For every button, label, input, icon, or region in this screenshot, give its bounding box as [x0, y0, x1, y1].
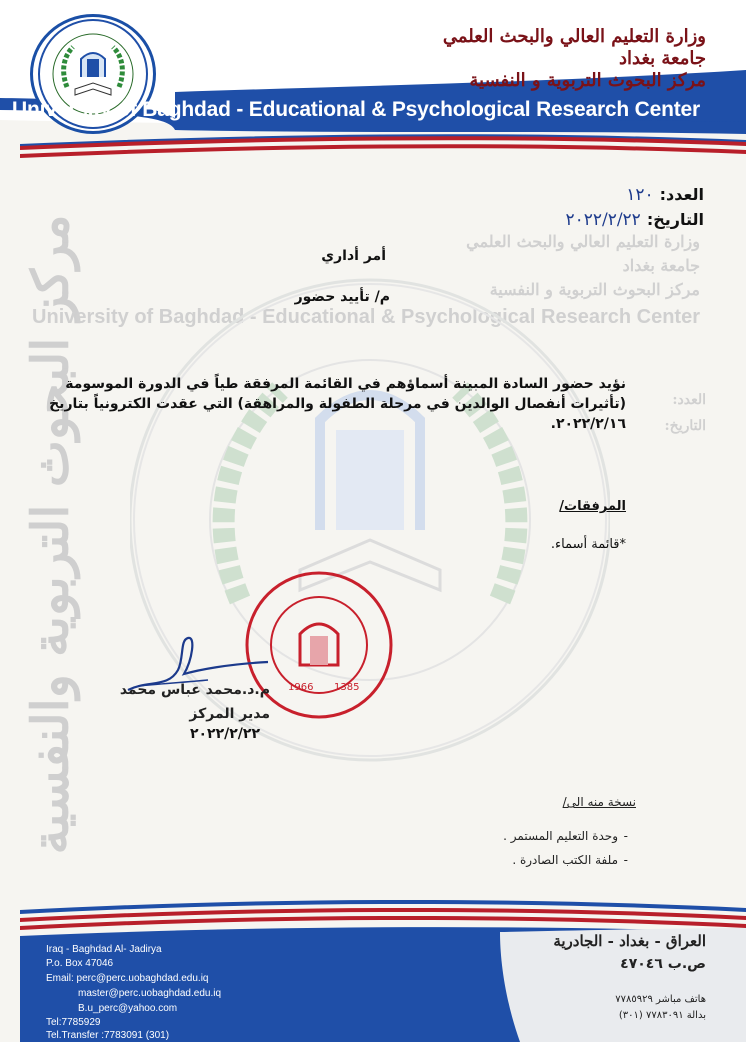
stamp-year-1385: 1385 [334, 682, 360, 693]
ghost-number-label: العدد: [672, 392, 706, 408]
reference-date [565, 210, 704, 230]
reference-date-label: التاريخ: [646, 210, 704, 229]
footer-ar-exchange: بدالة ٧٧٨٣٠٩١ (٣٠١) [618, 1010, 706, 1021]
reference-number-value: ١٢٠ [626, 185, 654, 205]
footer-tel-transfer: Tel.Transfer :7783091 (301) [46, 1030, 170, 1041]
copies-item-2: ملفة الكتب الصادرة . [512, 853, 618, 867]
attachments-heading: المرفقات/ [559, 499, 626, 514]
signatory-role: مدير المركز [189, 706, 270, 722]
attachments-item: *قائمة أسماء. [550, 537, 626, 552]
header-center: مركز البحوث التربوية و النفسية [469, 70, 706, 91]
footer-pobox: P.o. Box 47046 [46, 958, 114, 969]
reference-number [626, 185, 704, 205]
footer-email-3[interactable]: B.u_perc@yahoo.com [78, 1003, 178, 1014]
body-paragraph [49, 374, 626, 434]
signatory-name: م.د.محمد عباس محمد [119, 682, 270, 698]
ghost-center: مركز البحوث التربوية و النفسية [489, 280, 700, 299]
copies-heading: نسخة منه الى/ [562, 795, 636, 809]
signature-date: ٢٠٢٢/٢/٢٢ [189, 726, 260, 742]
ghost-date-label: التاريخ: [664, 418, 706, 434]
stamp-year-1966: 1966 [288, 682, 314, 693]
copies-bullet-1: - [623, 829, 628, 843]
ghost-ministry: وزارة التعليم العالي والبحث العلمي [466, 232, 700, 251]
header-ministry: وزارة التعليم العالي والبحث العلمي [442, 26, 706, 47]
footer-tel: Tel:7785929 [46, 1017, 101, 1028]
side-watermark: مركز البحوث التربوية والنفسية [20, 214, 80, 855]
ghost-university: جامعة بغداد [622, 256, 700, 275]
body-line-1: نؤيد حضور السادة المبينة أسماؤهم في القائمة المرفقة طياً في الدورة الموسومة [65, 376, 626, 392]
copies-bullet-2: - [623, 853, 628, 867]
order-subject: م/ تأييد حضور [294, 289, 390, 305]
footer-address: Iraq - Baghdad Al- Jadirya [46, 944, 162, 955]
copies-item-1: وحدة التعليم المستمر . [503, 829, 618, 843]
footer-email-2[interactable]: master@perc.uobaghdad.edu.iq [78, 988, 222, 999]
reference-number-label: العدد: [659, 185, 704, 204]
footer-ar-address: العراق - بغداد - الجادرية [553, 932, 706, 950]
header-university: جامعة بغداد [618, 48, 706, 69]
header-english-title: University of Baghdad - Educational & Psychological Research Center [12, 98, 700, 121]
order-title: أمر أداري [321, 248, 386, 264]
footer-ar-pobox: ص.ب ٤٧٠٤٦ [620, 956, 706, 972]
reference-date-value: ٢٠٢٢/٢/٢٢ [565, 210, 641, 230]
footer-email-1[interactable]: Email: perc@perc.uobaghdad.edu.iq [46, 973, 209, 984]
body-line-2: (تأثيرات أنفصال الوالدين في مرحلة الطفولة والمراهقة) التي عقدت الكترونياً بتاريخ [49, 396, 626, 412]
footer-ar-tel: هاتف مباشر ٧٧٨٥٩٢٩ [615, 994, 706, 1005]
body-line-3: ٢٠٢٢/٢/١٦. [550, 416, 626, 432]
ghost-english-title: University of Baghdad - Educational & Psychological Research Center [32, 306, 700, 328]
